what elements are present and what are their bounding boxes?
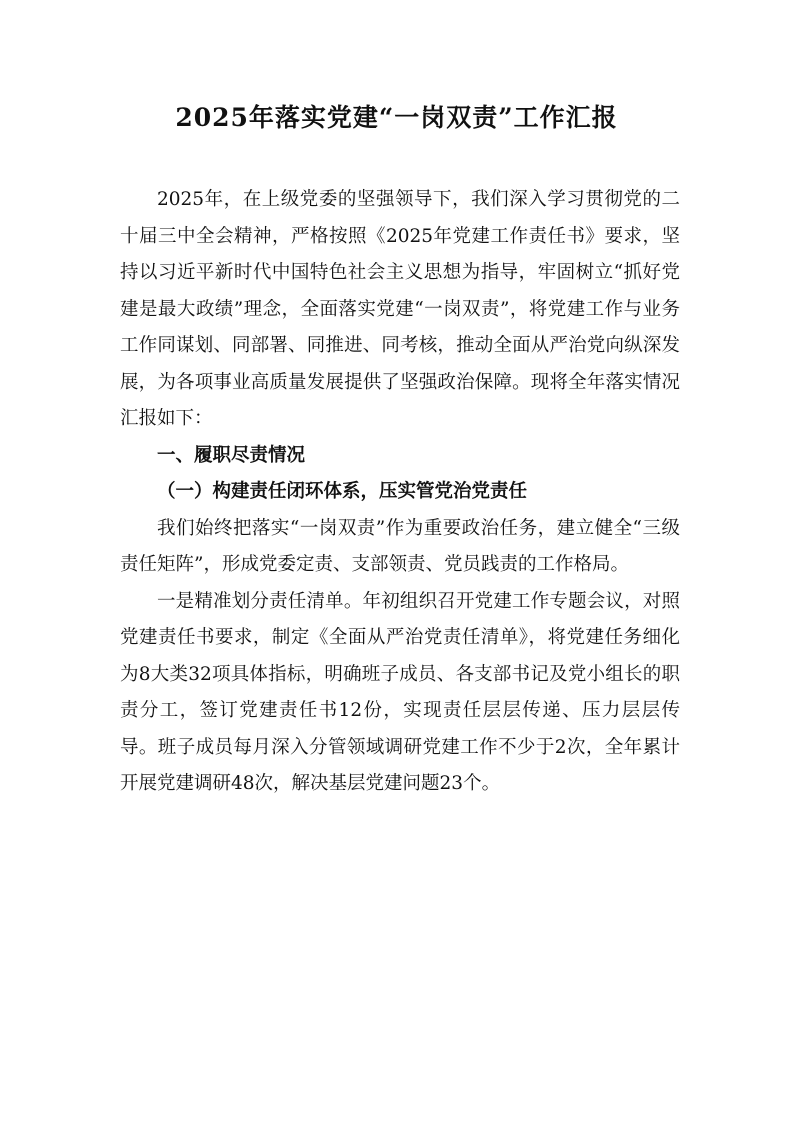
paragraph-responsibility-system: 我们始终把落实“一岗双责”作为重要政治任务，建立健全“三级责任矩阵”，形成党委定责、支部领责、党员践责的工作格局。 [120, 517, 680, 575]
document-body [120, 182, 680, 803]
subsection-heading: （一）构建责任闭环体系，压实管党治党责任 [157, 481, 528, 502]
paragraph-responsibility-list: 一是精准划分责任清单。年初组织召开党建工作专题会议，对照党建责任书要求，制定《全面从严治党责任清单》，将党建任务细化为8大类32项具体指标，明确班子成员、各支部书记及党小组长的职责分工，签订党建责任书12份，实现责任层层传递、压力层层传导。班子成员每月深入分管领域调研党建工作不少于2次，全年累计开展党建调研48次，解决基层党建问题23个。 [120, 590, 680, 794]
intro-paragraph: 2025年，在上级党委的坚强领导下，我们深入学习贯彻党的二十届三中全会精神，严格按照《2025年党建工作责任书》要求，坚持以习近平新时代中国特色社会主义思想为指导，牢固树立“抓好党建是最大政绩”理念，全面落实党建“一岗双责”，将党建工作与业务工作同谋划、同部署、同推进、同考核，推动全面从严治党向纵深发展，为各项事业高质量发展提供了坚强政治保障。现将全年落实情况汇报如下： [120, 189, 680, 429]
section-heading: 一、履职尽责情况 [157, 444, 306, 466]
document-title: 2025年落实党建“一岗双责”工作汇报 [175, 103, 618, 132]
